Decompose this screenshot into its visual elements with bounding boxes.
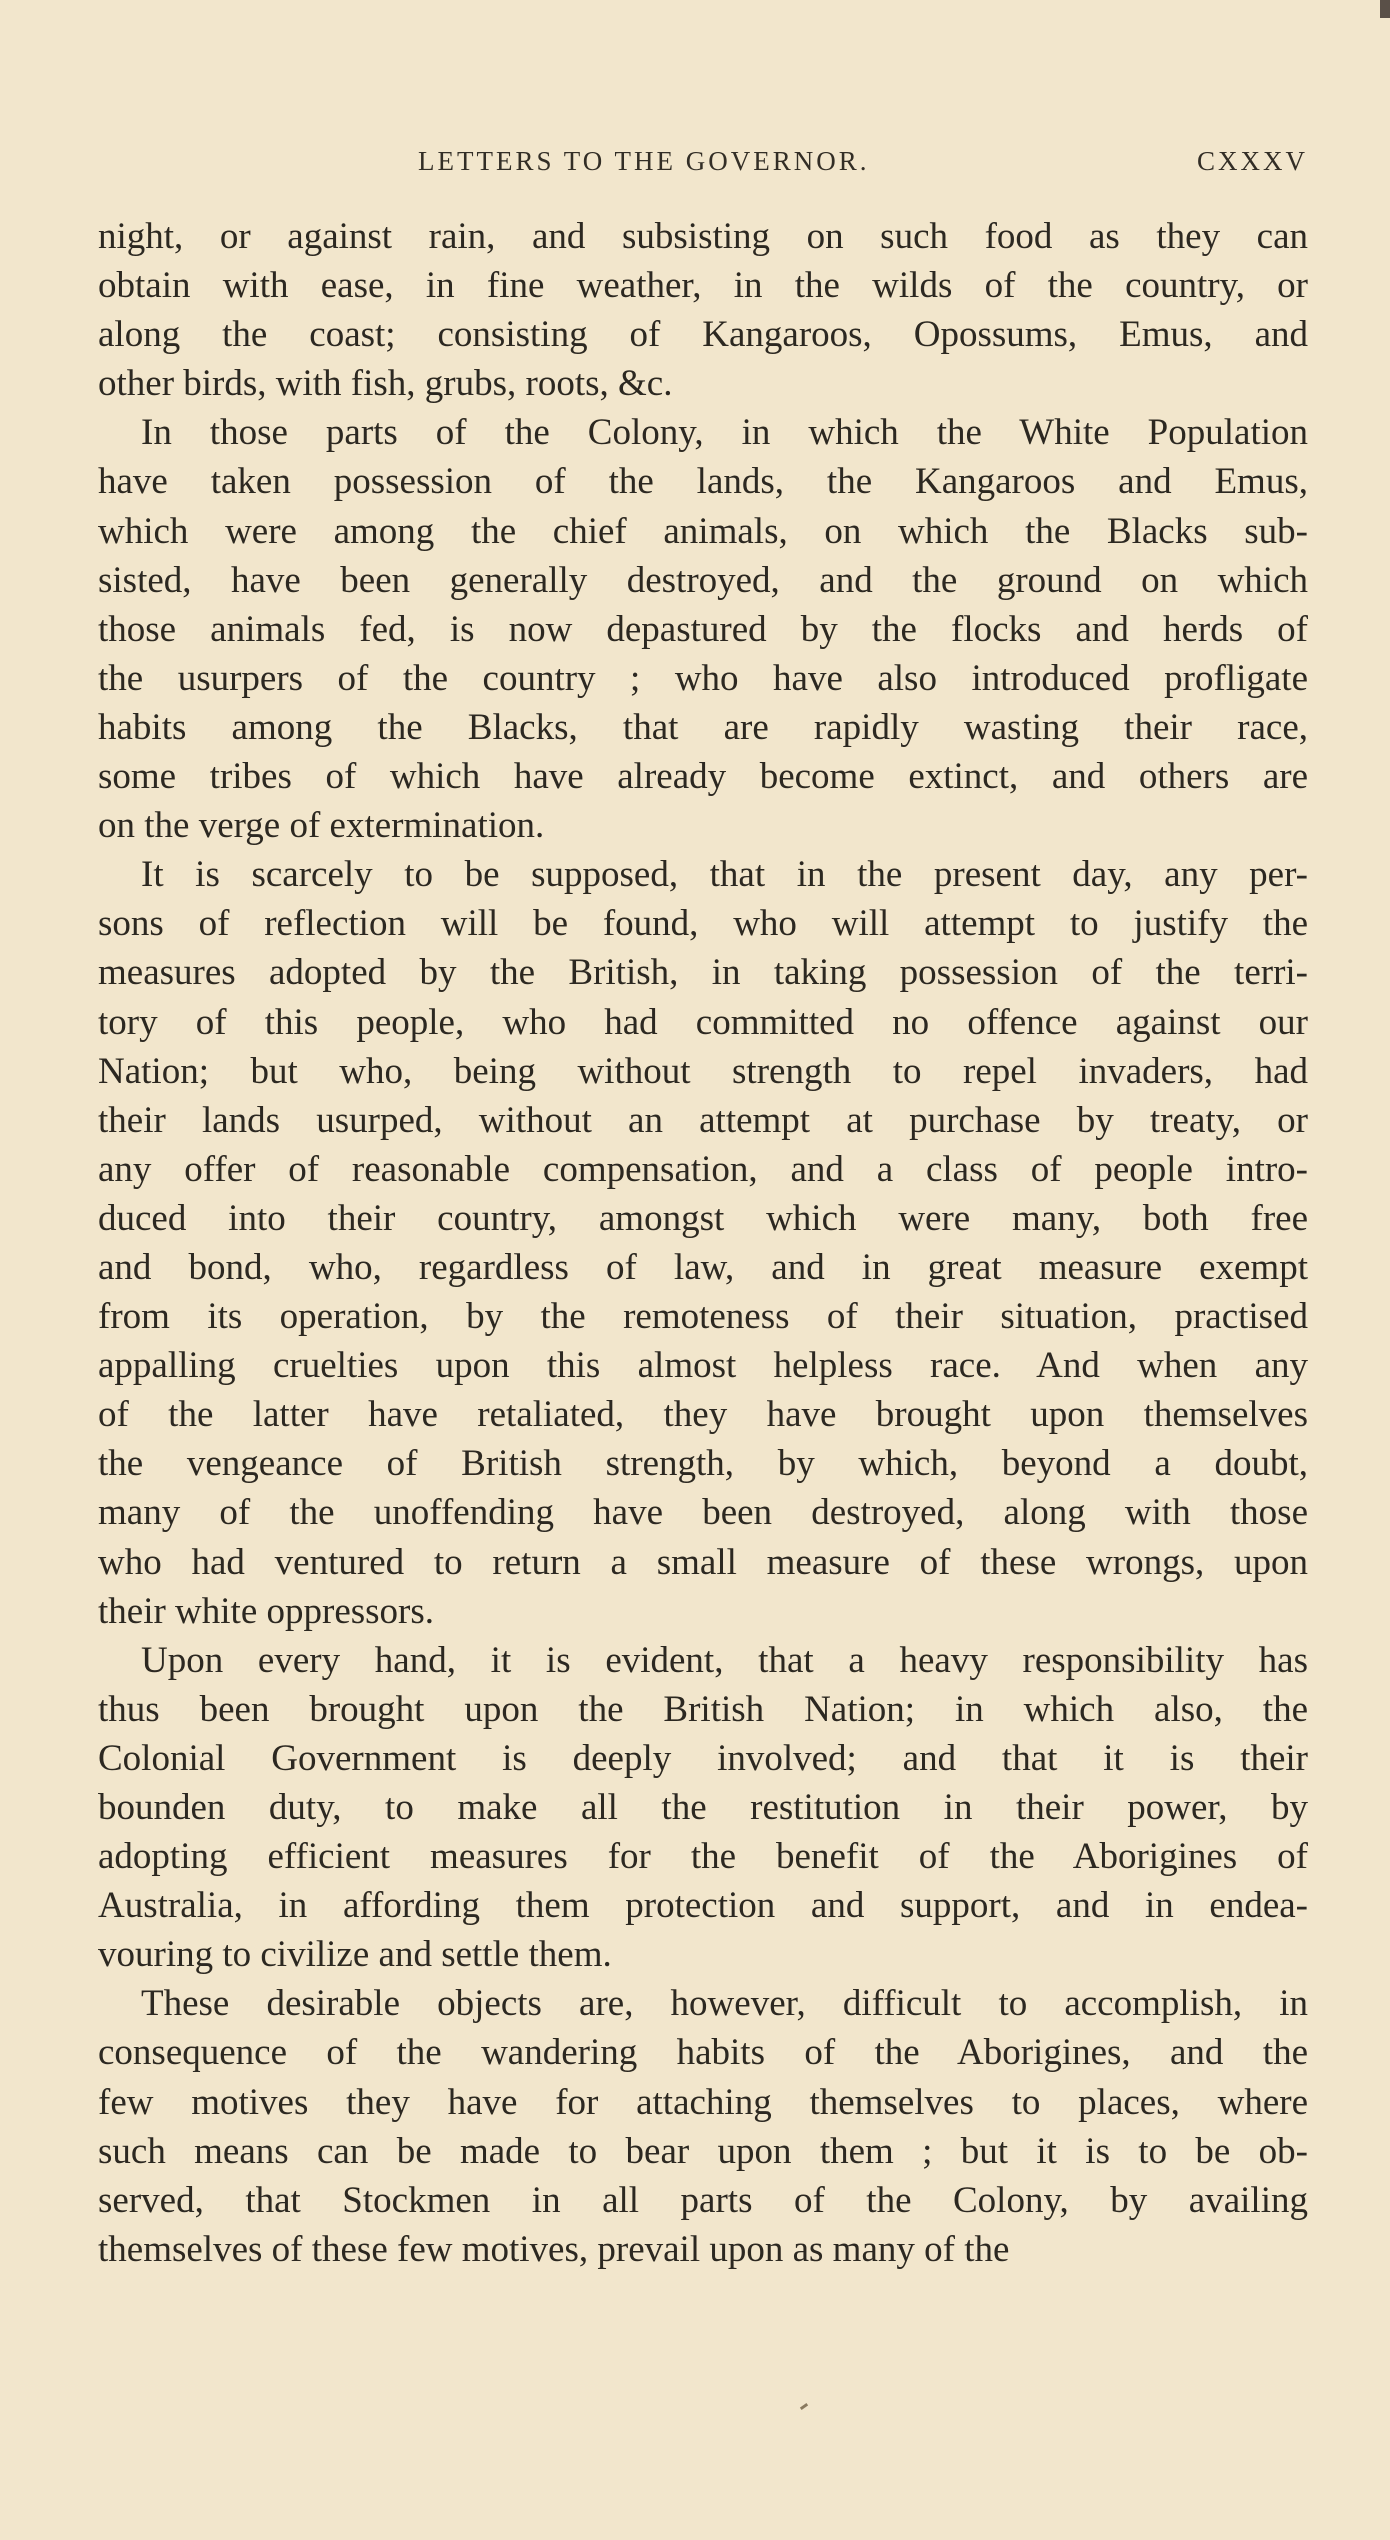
- text-line: their lands usurped, without an attempt at purchase by treaty, or: [98, 1099, 1308, 1141]
- text-line: from its operation, by the remoteness of their situation, practised: [98, 1296, 1308, 1338]
- text-line: who had ventured to return a small measure of these wrongs, upon: [98, 1541, 1308, 1583]
- text-line: of the latter have retaliated, they have brought upon themselves: [98, 1394, 1308, 1436]
- running-title: LETTERS TO THE GOVERNOR.: [418, 146, 870, 176]
- text-line: Australia, in affording them protection and support, and in endea-: [98, 1885, 1308, 1927]
- paper-speck: [800, 2403, 808, 2410]
- text-line: few motives they have for attaching themselves to places, where: [98, 2081, 1308, 2123]
- text-line: night, or against rain, and subsisting on such food as they can: [98, 216, 1308, 257]
- text-line: tory of this people, who had committed no offence against our: [98, 1001, 1308, 1043]
- body-text: [98, 212, 1308, 2274]
- text-line: It is scarcely to be supposed, that in the present day, any per-: [141, 854, 1308, 896]
- text-line: obtain with ease, in fine weather, in the wilds of the country, or: [98, 265, 1308, 307]
- text-line: their white oppressors.: [98, 1590, 435, 1632]
- text-line: duced into their country, amongst which were many, both free: [98, 1197, 1308, 1239]
- paragraph: [98, 1979, 1308, 2274]
- text-line: habits among the Blacks, that are rapidly wasting their race,: [98, 706, 1308, 748]
- text-line: Nation; but who, being without strength to repel invaders, had: [98, 1050, 1308, 1092]
- text-line: some tribes of which have already become extinct, and others are: [98, 756, 1308, 798]
- text-line: along the coast; consisting of Kangaroos, Opossums, Emus, and: [98, 314, 1308, 356]
- text-line: thus been brought upon the British Nation; in which also, the: [98, 1688, 1308, 1730]
- text-line: such means can be made to bear upon them ; but it is to be ob-: [98, 2130, 1308, 2172]
- page-number: CXXXV: [1196, 146, 1308, 176]
- text-line: themselves of these few motives, prevail upon as many of the: [98, 2228, 1010, 2270]
- text-line: other birds, with fish, grubs, roots, &c.: [98, 363, 673, 405]
- text-line: which were among the chief animals, on which the Blacks sub-: [98, 510, 1308, 552]
- text-line: bounden duty, to make all the restitution in their power, by: [98, 1787, 1308, 1828]
- text-line: the vengeance of British strength, by which, beyond a doubt,: [98, 1443, 1308, 1485]
- text-line: sons of reflection will be found, who will attempt to justify the: [98, 903, 1308, 945]
- text-line: vouring to civilize and settle them.: [98, 1934, 612, 1976]
- paragraph: [98, 1636, 1308, 1980]
- text-line: In those parts of the Colony, in which the White Population: [141, 412, 1308, 454]
- text-line: have taken possession of the lands, the Kangaroos and Emus,: [98, 461, 1308, 503]
- text-line: appalling cruelties upon this almost helpless race. And when any: [98, 1345, 1308, 1387]
- text-line: many of the unoffending have been destroyed, along with those: [98, 1492, 1308, 1534]
- page-header: [98, 146, 1308, 186]
- text-line: measures adopted by the British, in taking possession of the terri-: [98, 952, 1308, 994]
- text-line: Upon every hand, it is evident, that a heavy responsibility has: [141, 1639, 1308, 1681]
- paragraph: [98, 212, 1308, 408]
- text-line: served, that Stockmen in all parts of the Colony, by availing: [98, 2179, 1308, 2221]
- paragraph: [98, 850, 1308, 1636]
- text-line: on the verge of extermination.: [98, 805, 545, 847]
- text-line: consequence of the wandering habits of the Aborigines, and the: [98, 2032, 1308, 2074]
- text-line: adopting efficient measures for the benefit of the Aborigines of: [98, 1836, 1308, 1878]
- paragraph: [98, 408, 1308, 850]
- text-line: any offer of reasonable compensation, and a class of people intro-: [98, 1148, 1308, 1190]
- text-line: Colonial Government is deeply involved; and that it is their: [98, 1737, 1308, 1779]
- text-line: These desirable objects are, however, difficult to accomplish, in: [141, 1983, 1308, 2025]
- page-edge-mark: [1380, 0, 1390, 18]
- text-line: those animals fed, is now depastured by the flocks and herds of: [98, 608, 1308, 650]
- text-line: sisted, have been generally destroyed, and the ground on which: [98, 559, 1308, 601]
- text-line: the usurpers of the country ; who have also introduced profligate: [98, 657, 1308, 699]
- text-line: and bond, who, regardless of law, and in great measure exempt: [98, 1246, 1308, 1288]
